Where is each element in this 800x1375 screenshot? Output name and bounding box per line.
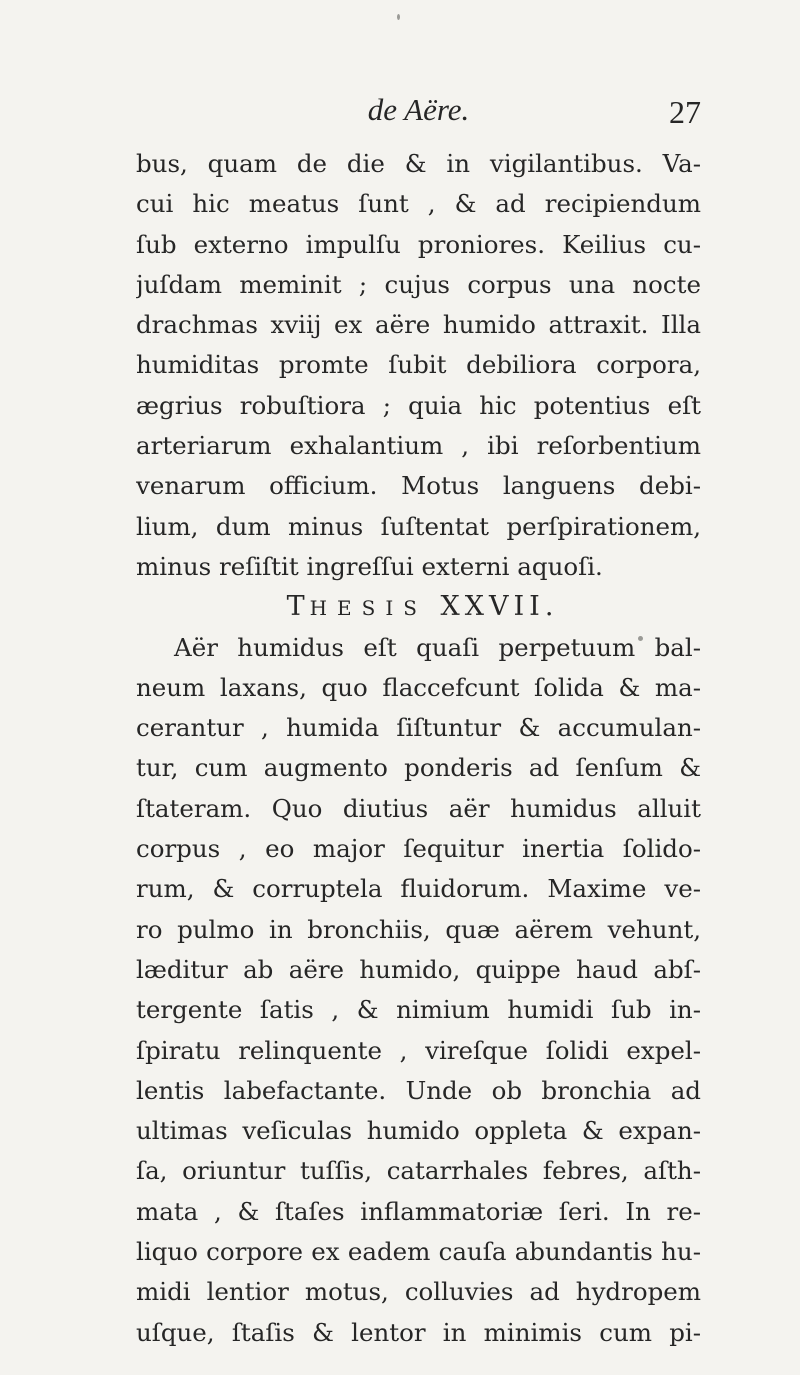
text-line: uſque, ſtaſis & lentor in minimis cum pi- <box>136 1317 701 1347</box>
text-line: liquo corpore ex eadem cauſa abundantis hu- <box>136 1237 701 1267</box>
text-line: juſdam meminit ; cujus corpus una nocte <box>136 269 701 299</box>
text-line: cerantur , humida ſiſtuntur & accumulan- <box>136 713 701 743</box>
text-line: tergente ſatis , & nimium humidi ſub in- <box>136 995 701 1025</box>
text-line: ro pulmo in bronchiis, quæ aërem vehunt, <box>136 914 701 944</box>
text-block <box>136 144 701 1353</box>
text-line: ſa, oriuntur tuſſis, catarrhales febres, aſth- <box>136 1156 701 1186</box>
text-line: venarum officium. Motus languens debi- <box>136 471 701 501</box>
text-line: cui hic meatus ſunt , & ad recipiendum <box>136 189 701 219</box>
text-line: humiditas promte ſubit debiliora corpora, <box>136 350 701 380</box>
text-line: ſpiratu relinquente , vireſque ſolidi expel- <box>136 1035 701 1065</box>
text-line: bus, quam de die & in vigilantibus. Va- <box>136 149 701 178</box>
heading-numeral: XXVII. <box>440 591 559 623</box>
text-line: Aër humidus eſt quaſi perpetuum bal- <box>174 632 701 662</box>
text-line: tur, cum augmento ponderis ad ſenſum & <box>136 753 701 783</box>
section-heading <box>136 587 701 627</box>
page-number: 27 <box>669 94 701 130</box>
heading-initial: T <box>286 591 310 623</box>
text-line: rum, & corruptela fluidorum. Maxime ve- <box>136 874 701 904</box>
text-line: ſub externo impulſu proniores. Keilius cu- <box>136 229 701 259</box>
paragraph-1 <box>136 144 701 587</box>
running-head-title: de Aëre. <box>367 92 470 127</box>
running-head <box>136 92 701 132</box>
text-line: minus reſiſtit ingreſſui externi aquoſi. <box>136 551 603 581</box>
text-line: lentis labefactante. Unde ob bronchia ad <box>136 1075 701 1105</box>
text-line: ægrius robuſtiora ; quia hic potentius eſt <box>136 390 701 420</box>
text-line: midi lentior motus, colluvies ad hydropem <box>136 1277 701 1307</box>
text-line: læditur ab aëre humido, quippe haud abſ- <box>136 954 701 984</box>
text-line: lium, dum minus ſuſtentat perſpirationem, <box>136 511 701 541</box>
text-line: drachmas xviij ex aëre humido attraxit. Illa <box>136 310 701 340</box>
text-line: ſtateram. Quo diutius aër humidus alluit <box>136 793 701 823</box>
paragraph-2 <box>136 628 701 1353</box>
text-line: neum laxans, quo flaccefcunt ſolida & ma- <box>136 672 701 702</box>
text-line: corpus , eo major ſequitur inertia ſolido- <box>136 834 701 864</box>
text-line: ultimas veſiculas humido oppleta & expan- <box>136 1116 701 1146</box>
paper-speck <box>397 14 400 20</box>
heading-word: HESIS <box>309 596 427 621</box>
text-line: mata , & ſtaſes inflammatoriæ ſeri. In re- <box>136 1196 701 1226</box>
text-line: arteriarum exhalantium , ibi reſorbentium <box>136 431 701 461</box>
